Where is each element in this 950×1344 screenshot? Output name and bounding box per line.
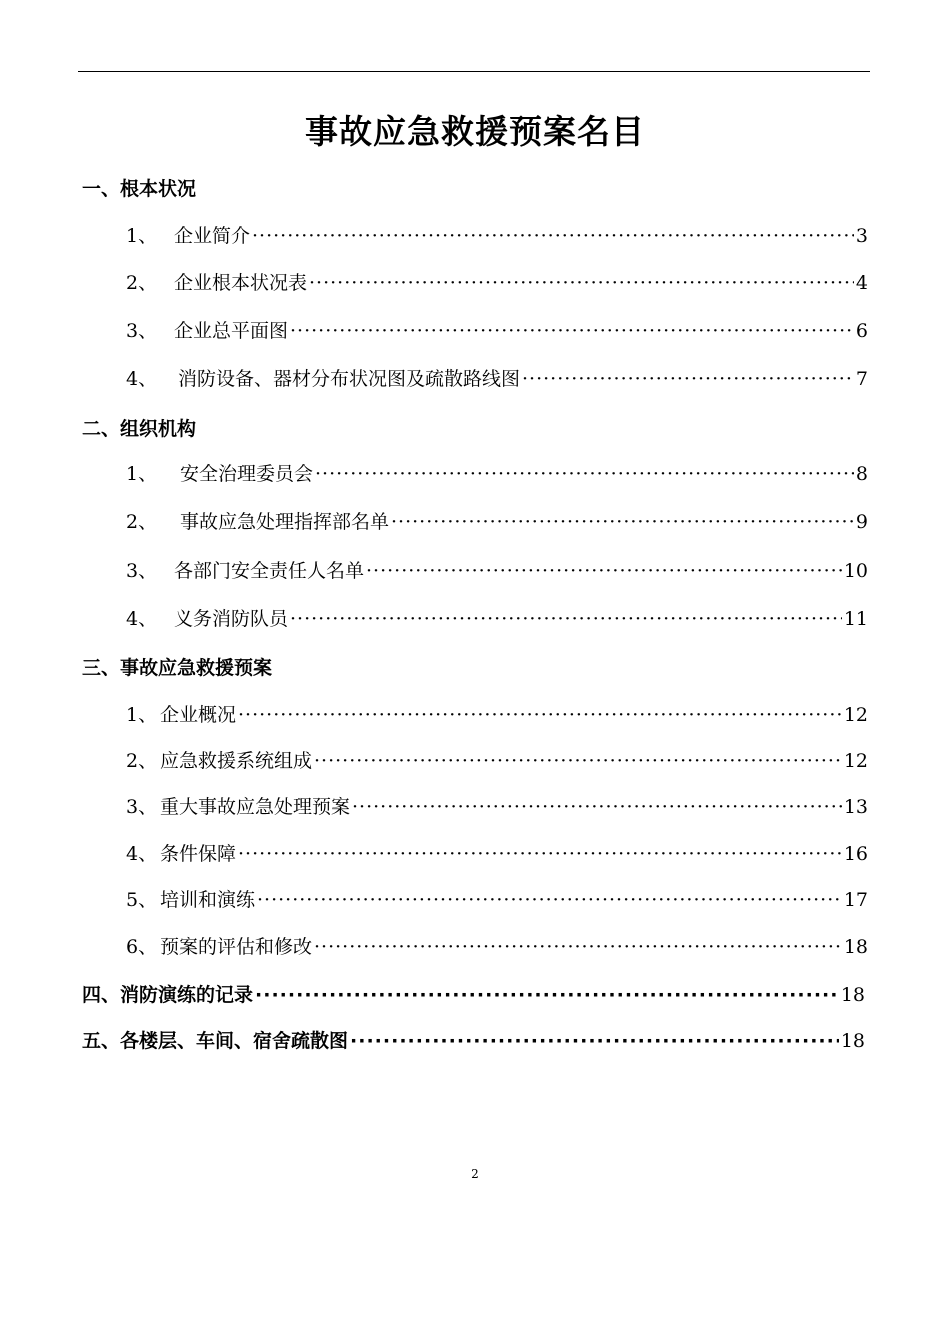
toc-entry-number: 2、 bbox=[126, 272, 158, 294]
dot-leader bbox=[290, 605, 842, 633]
dot-leader bbox=[352, 793, 842, 821]
toc-entry-number: 5、 bbox=[126, 889, 158, 911]
toc-entry[interactable] bbox=[126, 605, 868, 633]
toc-entry[interactable] bbox=[126, 460, 868, 488]
toc-entry-label: 企业根本状况表 bbox=[174, 272, 308, 294]
toc-entry-label: 四、消防演练的记录 bbox=[82, 984, 254, 1006]
toc-entry-page: 6 bbox=[855, 320, 868, 342]
toc-entry[interactable] bbox=[126, 365, 868, 393]
dot-leader bbox=[315, 460, 854, 488]
dot-leader bbox=[522, 365, 854, 393]
toc-entry-page: 11 bbox=[843, 608, 868, 630]
toc-entry[interactable] bbox=[126, 933, 868, 961]
dot-leader bbox=[314, 933, 842, 961]
dot-leader bbox=[391, 508, 854, 536]
toc-entry-page: 10 bbox=[843, 560, 868, 582]
toc-entry-label: 事故应急处理指挥部名单 bbox=[180, 511, 390, 533]
section-heading-2: 二、组织机构 bbox=[82, 418, 197, 440]
toc-entry[interactable] bbox=[126, 222, 868, 250]
toc-entry-page: 13 bbox=[843, 796, 868, 818]
toc-entry-label: 安全治理委员会 bbox=[180, 463, 314, 485]
toc-entry-number: 3、 bbox=[126, 560, 158, 582]
toc-entry[interactable] bbox=[126, 793, 868, 821]
toc-entry-page: 12 bbox=[843, 704, 868, 726]
toc-top-entry[interactable] bbox=[82, 981, 865, 1009]
toc-entry[interactable] bbox=[126, 317, 868, 345]
page-number: 2 bbox=[471, 1167, 479, 1181]
toc-entry-label: 五、各楼层、车间、宿舍疏散图 bbox=[82, 1030, 349, 1052]
section-heading-3: 三、事故应急救援预案 bbox=[82, 657, 273, 679]
toc-entry-page: 18 bbox=[840, 984, 865, 1006]
dot-leader bbox=[257, 886, 842, 914]
toc-entry-page: 8 bbox=[855, 463, 868, 485]
toc-entry[interactable] bbox=[126, 269, 868, 297]
toc-entry-number: 1、 bbox=[126, 463, 158, 485]
toc-entry-label: 预案的评估和修改 bbox=[160, 936, 313, 958]
toc-top-entry[interactable] bbox=[82, 1027, 865, 1055]
toc-entry-number: 3、 bbox=[126, 796, 158, 818]
document-title: 事故应急救援预案名目 bbox=[305, 112, 645, 151]
toc-entry-page: 18 bbox=[843, 936, 868, 958]
toc-entry-number: 1、 bbox=[126, 704, 158, 726]
toc-entry[interactable] bbox=[126, 747, 868, 775]
toc-entry-label: 企业简介 bbox=[174, 225, 251, 247]
toc-entry[interactable] bbox=[126, 886, 868, 914]
toc-entry-number: 4、 bbox=[126, 368, 158, 390]
toc-entry-page: 18 bbox=[840, 1030, 865, 1052]
dot-leader bbox=[290, 317, 854, 345]
toc-entry-number: 1、 bbox=[126, 225, 158, 247]
section-heading-1: 一、根本状况 bbox=[82, 178, 197, 200]
toc-entry-label: 应急救援系统组成 bbox=[160, 750, 313, 772]
header-rule bbox=[78, 71, 870, 72]
toc-entry[interactable] bbox=[126, 840, 868, 868]
toc-entry[interactable] bbox=[126, 557, 868, 585]
dot-leader bbox=[309, 269, 854, 297]
toc-entry-page: 12 bbox=[843, 750, 868, 772]
toc-entry[interactable] bbox=[126, 508, 868, 536]
toc-entry-page: 4 bbox=[855, 272, 868, 294]
dot-leader bbox=[238, 840, 842, 868]
toc-entry-label: 企业总平面图 bbox=[174, 320, 289, 342]
dot-leader bbox=[255, 981, 839, 1009]
toc-entry-page: 9 bbox=[855, 511, 868, 533]
toc-entry-number: 2、 bbox=[126, 750, 158, 772]
toc-entry-label: 条件保障 bbox=[160, 843, 237, 865]
toc-entry-label: 培训和演练 bbox=[160, 889, 256, 911]
toc-entry-page: 7 bbox=[855, 368, 868, 390]
toc-entry[interactable] bbox=[126, 701, 868, 729]
toc-entry-page: 17 bbox=[843, 889, 868, 911]
toc-entry-page: 3 bbox=[855, 225, 868, 247]
toc-entry-label: 重大事故应急处理预案 bbox=[160, 796, 351, 818]
toc-entry-number: 3、 bbox=[126, 320, 158, 342]
toc-entry-number: 6、 bbox=[126, 936, 158, 958]
toc-entry-number: 2、 bbox=[126, 511, 158, 533]
toc-entry-label: 消防设备、器材分布状况图及疏散路线图 bbox=[178, 368, 521, 390]
dot-leader bbox=[252, 222, 854, 250]
toc-entry-page: 16 bbox=[843, 843, 868, 865]
dot-leader bbox=[366, 557, 842, 585]
toc-entry-label: 义务消防队员 bbox=[174, 608, 289, 630]
dot-leader bbox=[238, 701, 842, 729]
toc-entry-number: 4、 bbox=[126, 843, 158, 865]
toc-entry-label: 各部门安全责任人名单 bbox=[174, 560, 365, 582]
dot-leader bbox=[350, 1027, 839, 1055]
dot-leader bbox=[314, 747, 842, 775]
toc-entry-number: 4、 bbox=[126, 608, 158, 630]
toc-entry-label: 企业概况 bbox=[160, 704, 237, 726]
